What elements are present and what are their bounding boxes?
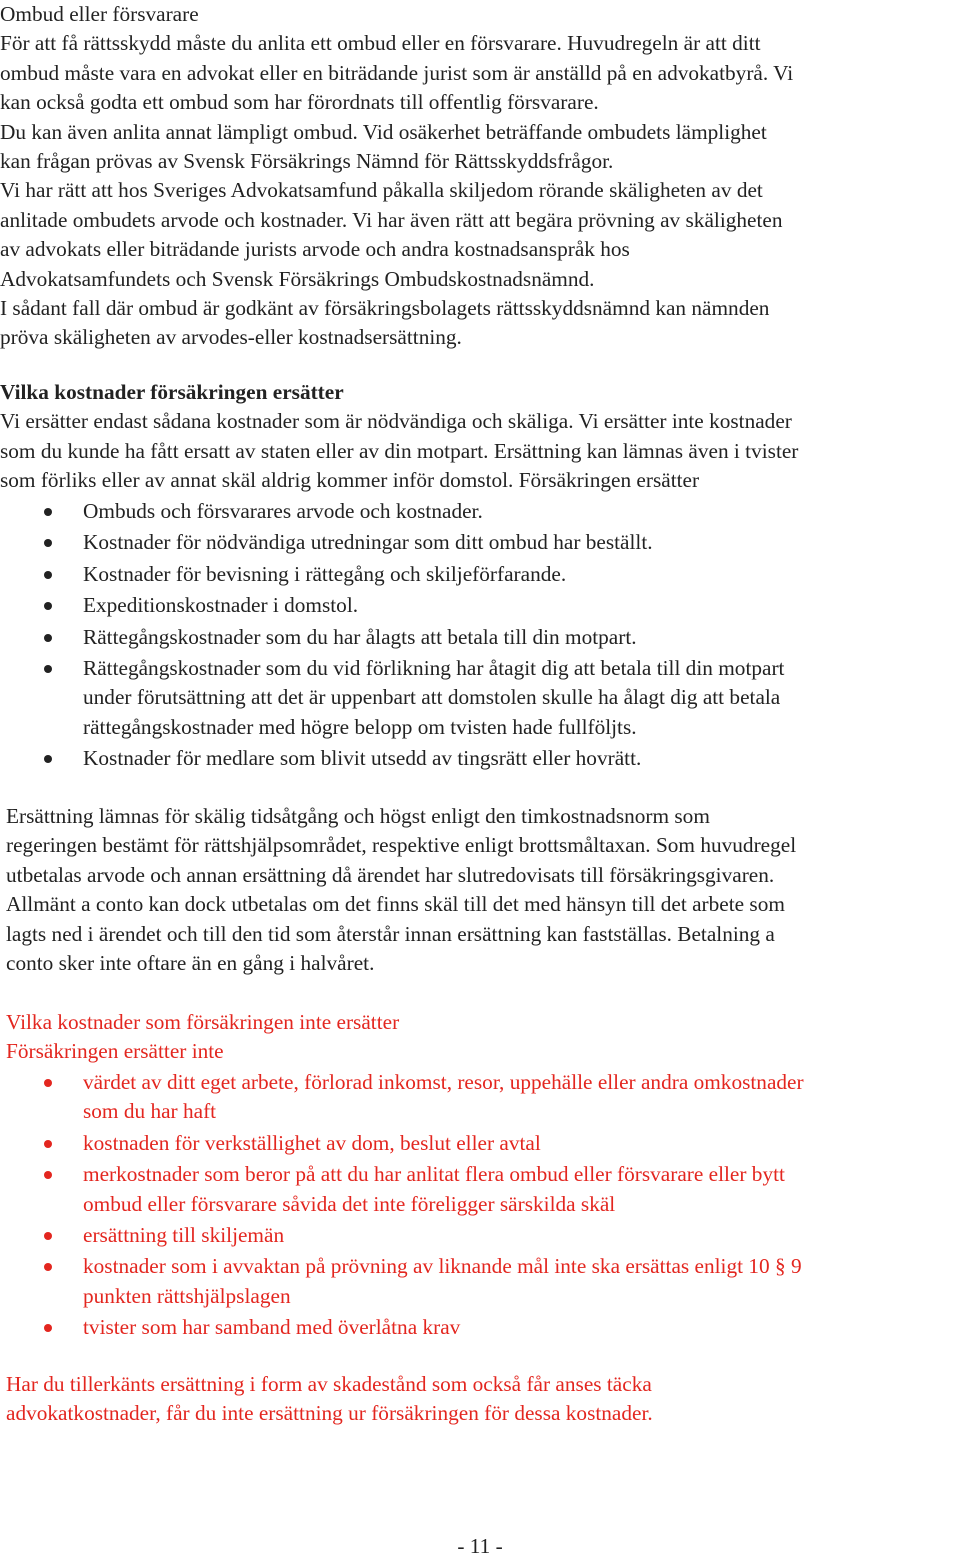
paragraph-line: Har du tillerkänts ersättning i form av skadestånd som också får anses täcka	[6, 1372, 652, 1396]
paragraph-line: kan också godta ett ombud som har förordnats till offentlig försvarare.	[0, 90, 599, 115]
bullet-icon	[44, 1171, 52, 1179]
paragraph-line: av advokats eller biträdande jurists arvode och andra kostnadsanspråk hos	[0, 237, 630, 262]
section-heading: Ombud eller försvarare	[0, 2, 199, 26]
paragraph-line: anlitade ombudets arvode och kostnader. Vi har även rätt att begära prövning av skäligheten	[0, 207, 783, 232]
list-item: Kostnader för bevisning i rättegång och skiljeförfarande.	[0, 560, 958, 589]
bullet-icon	[44, 1232, 52, 1240]
section-heading: Vilka kostnader som försäkringen inte ersätter	[6, 1010, 400, 1034]
list-item: Ombuds och försvarares arvode och kostnader.	[0, 497, 958, 526]
section-compensation	[6, 802, 954, 978]
paragraph-line: Allmänt a conto kan dock utbetalas om det finns skäl till det med hänsyn till det arbete som	[6, 892, 785, 917]
paragraph-line: pröva skäligheten av arvodes-eller kostnadsersättning.	[0, 325, 462, 350]
list-item: kostnader som i avvaktan på prövning av liknande mål inte ska ersättas enligt 10 § 9 punkten rättshjälpslagen	[0, 1252, 958, 1311]
section-ombud	[0, 0, 958, 353]
paragraph-line: ombud måste vara en advokat eller en biträdande jurist som är anställd på en advokatbyrå. Vi	[0, 60, 794, 85]
paragraph-line: Ersättning lämnas för skälig tidsåtgång och högst enligt den timkostnadsnorm som	[6, 804, 710, 828]
bullet-icon	[44, 665, 52, 673]
list-item: Rättegångskostnader som du vid förlikning har åtagit dig att betala till din motpart under förutsättning att det är uppenbart att domstolen skulle ha ålagt dig att betala rättegångskostnader med högre belopp om tvisten hade fullföljts.	[0, 654, 958, 742]
paragraph-line: Advokatsamfundets och Svensk Försäkrings Ombudskostnadsnämnd.	[0, 266, 595, 291]
bullet-icon	[44, 1079, 52, 1087]
not-covered-list	[0, 1068, 958, 1345]
paragraph-line: Vi har rätt att hos Sveriges Advokatsamfund påkalla skiljedom rörande skäligheten av det	[0, 178, 763, 203]
paragraph-line: advokatkostnader, får du inte ersättning ur försäkringen för dessa kostnader.	[6, 1401, 653, 1426]
bullet-icon	[44, 602, 52, 610]
bullet-icon	[44, 1263, 52, 1271]
list-item: Kostnader för nödvändiga utredningar som ditt ombud har beställt.	[0, 528, 958, 557]
list-item: merkostnader som beror på att du har anlitat flera ombud eller försvarare eller bytt ombud eller försvarare såvida det inte föreligger särskilda skäl	[0, 1160, 958, 1219]
section-not-covered	[6, 1008, 954, 1067]
section-covered-costs	[0, 378, 958, 496]
list-item: Expeditionskostnader i domstol.	[0, 591, 958, 620]
list-item: tvister som har samband med överlåtna krav	[0, 1313, 958, 1342]
bullet-icon	[44, 1324, 52, 1332]
section-heading: Vilka kostnader försäkringen ersätter	[0, 380, 344, 404]
bullet-icon	[44, 634, 52, 642]
paragraph-line: som du kunde ha fått ersatt av staten eller av din motpart. Ersättning kan lämnas även i tvister	[0, 438, 799, 463]
covered-costs-list	[0, 497, 958, 776]
paragraph-line: Du kan även anlita annat lämpligt ombud. Vid osäkerhet beträffande ombudets lämplighet	[0, 119, 767, 144]
list-item: kostnaden för verkställighet av dom, beslut eller avtal	[0, 1129, 958, 1158]
paragraph-line: som förliks eller av annat skäl aldrig kommer inför domstol. Försäkringen ersätter	[0, 468, 700, 493]
paragraph-line: kan frågan prövas av Svensk Försäkrings Nämnd för Rättsskyddsfrågor.	[0, 149, 614, 174]
paragraph-line: regeringen bestämt för rättshjälpsområdet, respektive enligt brottsmåltaxan. Som huvudregel	[6, 833, 797, 858]
paragraph-line: utbetalas arvode och annan ersättning då ärendet har slutredovisats till försäkringsgivaren.	[6, 862, 775, 887]
list-item: ersättning till skiljemän	[0, 1221, 958, 1250]
list-item: Rättegångskostnader som du har ålagts att betala till din motpart.	[0, 623, 958, 652]
paragraph-line: conto sker inte oftare än en gång i halvåret.	[6, 951, 375, 976]
bullet-icon	[44, 571, 52, 579]
list-item: värdet av ditt eget arbete, förlorad inkomst, resor, uppehälle eller andra omkostnader som du har haft	[0, 1068, 958, 1127]
list-item: Kostnader för medlare som blivit utsedd av tingsrätt eller hovrätt.	[0, 744, 958, 773]
section-subheading: Försäkringen ersätter inte	[6, 1039, 224, 1064]
section-damages-note	[6, 1370, 954, 1429]
paragraph-line: lagts ned i ärendet och till den tid som återstår innan ersättning kan fastställas. Betalning a	[6, 921, 775, 946]
bullet-icon	[44, 539, 52, 547]
paragraph-line: Vi ersätter endast sådana kostnader som är nödvändiga och skäliga. Vi ersätter inte kostnader	[0, 409, 792, 434]
bullet-icon	[44, 755, 52, 763]
page-number: - 11 -	[457, 1534, 503, 1558]
bullet-icon	[44, 508, 52, 516]
paragraph-line: I sådant fall där ombud är godkänt av försäkringsbolagets rättsskyddsnämnd kan nämnden	[0, 296, 770, 321]
bullet-icon	[44, 1140, 52, 1148]
paragraph-line: För att få rättsskydd måste du anlita ett ombud eller en försvarare. Huvudregeln är att ditt	[0, 31, 761, 56]
